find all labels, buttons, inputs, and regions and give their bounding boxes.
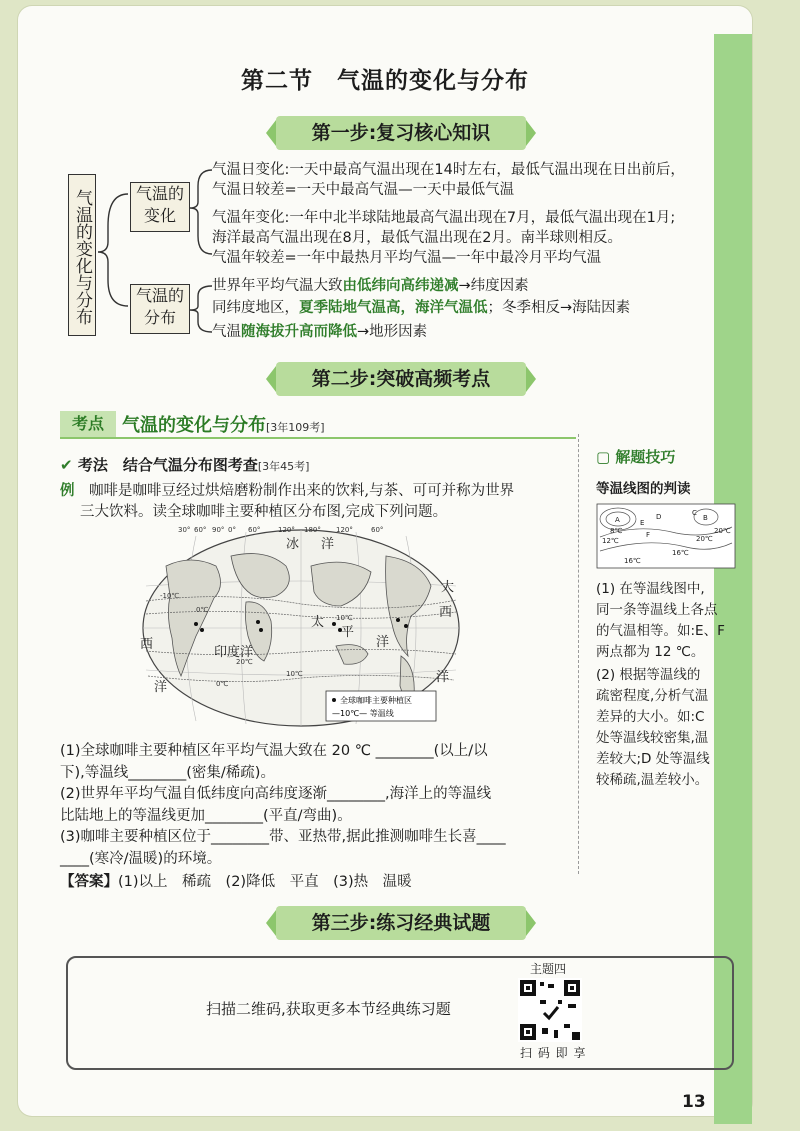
tick-6: 180°: [304, 526, 321, 534]
b1-line-3: 气温年变化:一年中北半球陆地最高气温出现在7月，最低气温出现在1月;: [212, 210, 676, 226]
mindmap-root: 气温的变化与分布: [68, 174, 96, 336]
diag-D: D: [656, 513, 662, 521]
b1-line-5: 气温年较差=一年中最热月平均气温—一年中最冷月平均气温: [212, 250, 602, 266]
diag-t4: 16℃: [672, 549, 689, 557]
step2-banner: 第二步:突破高频考点: [276, 362, 526, 396]
tick-7: 120°: [336, 526, 353, 534]
qr-topic: 主题四: [530, 962, 567, 976]
diag-C: C: [692, 509, 697, 517]
tick-8: 60°: [371, 526, 384, 534]
notebook-icon: ▢: [596, 448, 611, 466]
check-icon: ✔: [60, 456, 73, 474]
b2-line-1: 世界年平均气温大致由低纬向高纬递减→纬度因素: [212, 278, 529, 294]
diag-t2: 16℃: [624, 557, 641, 565]
tick-4: 60°: [248, 526, 261, 534]
world-coffee-map: [136, 526, 466, 731]
qr-caption: 扫 码 即 享: [520, 1046, 587, 1060]
map-label-xi2: 西: [140, 637, 154, 652]
iso-0: -10℃: [160, 592, 180, 600]
tick-0: 30°: [178, 526, 191, 534]
map-label-yang3: 洋: [436, 670, 450, 685]
diag-F: F: [646, 531, 651, 539]
diag-B: B: [703, 514, 708, 522]
iso-3: 20℃: [236, 658, 253, 666]
map-label-yang2: 洋: [376, 635, 390, 650]
b2-line-2: 同纬度地区，夏季陆地气温高，海洋气温低；冬季相反→海陆因素: [212, 300, 631, 316]
tips-title: ▢ 解题技巧: [596, 448, 676, 466]
questions: (1)全球咖啡主要种植区年平均气温大致在 20 ℃ ________(以上/以 下),等温线________(密集/稀疏)。 (2)世界年平均气温自低纬度向高纬度逐渐________,海洋上的等温线 比陆地上的等温线更加________(平直/弯曲)。 (3)咖啡主要种植区位于________带、亚热带,据此推测咖啡生长喜____ ____(寒冷/温暖)的环境。 【答案】(1)以上 稀疏 (2)降低 平直 (3)热 温暖: [60, 743, 506, 890]
map-label-yindu: 印度洋: [214, 645, 254, 660]
diag-t5: 20℃: [714, 527, 731, 535]
legend-isotherm: —10℃— 等温线: [332, 709, 394, 718]
step1-banner: 第一步:复习核心知识: [276, 116, 526, 150]
mindmap-branch-change: 气温的变化: [130, 182, 190, 232]
diag-A: A: [615, 516, 620, 524]
example-intro: 例 咖啡是咖啡豆经过烘焙磨粉制作出来的饮料,与茶、可可并称为世界 三大饮料。读全球咖啡主要种植区分布图,完成下列问题。: [60, 482, 515, 520]
tick-1: 60°: [194, 526, 207, 534]
diag-E: E: [640, 519, 645, 527]
diag-t1: 12℃: [602, 537, 619, 545]
map-label-ping: 平: [341, 625, 355, 640]
b1-line-1: 气温日变化:一天中最高气温出现在14时左右，最低气温出现在日出前后，: [212, 162, 685, 178]
iso-1: 0℃: [196, 606, 209, 614]
map-label-bing: 冰: [286, 537, 300, 552]
tips-subtitle: 等温线图的判读: [596, 481, 691, 497]
page: [18, 6, 752, 1116]
b2-line-3: 气温随海拔升高而降低→地形因素: [212, 324, 428, 340]
tick-5: 120°: [278, 526, 295, 534]
tick-3: 0°: [228, 526, 236, 534]
column-divider: [578, 434, 581, 874]
step3-banner: 第三步:练习经典试题: [276, 906, 526, 940]
b1-line-2: 气温日较差=一天中最高气温—一天中最低气温: [212, 182, 515, 198]
diag-t3: 20℃: [696, 535, 713, 543]
tips-panel: [596, 446, 741, 791]
qr-panel: [66, 956, 734, 1070]
kaodian-rule: [60, 437, 576, 439]
isotherm-diagram: [596, 503, 736, 569]
qr-text: 扫描二维码,获取更多本节经典练习题: [206, 1000, 451, 1018]
page-number: 13: [682, 1092, 706, 1112]
mindmap-branch-distribution: 气温的分布: [130, 284, 190, 334]
map-label-yang: 洋: [321, 537, 335, 552]
b1-line-4: 海洋最高气温出现在8月，最低气温出现在2月。南半球则相反。: [212, 230, 622, 246]
iso-4: 0℃: [216, 680, 229, 688]
tips-point-2: (2) 根据等温线的 疏密程度,分析气温 差异的大小。如:C 处等温线较密集,温 差较大;D 处等温线 较稀疏,温差较小。: [596, 667, 710, 788]
diag-t6: 8℃: [610, 527, 623, 535]
map-label-yang4: 洋: [154, 680, 168, 695]
section-title: 第二节 气温的变化与分布: [241, 68, 529, 94]
root-brace: [94, 166, 134, 341]
kaodian-title: 气温的变化与分布[3年109考]: [122, 415, 325, 436]
tick-2: 90°: [212, 526, 225, 534]
kaofa-row: ✔ 考法 结合气温分布图考查[3年45考]: [60, 456, 310, 474]
iso-2: 10℃: [336, 614, 353, 622]
kaodian-tag: 考点: [60, 411, 116, 437]
map-label-xi: 西: [439, 605, 453, 620]
map-label-tai: 太: [311, 615, 325, 630]
iso-5: 10℃: [286, 670, 303, 678]
qr-code-icon[interactable]: [518, 978, 582, 1042]
tips-point-1: (1) 在等温线图中, 同一条等温线上各点 的气温相等。如:E、F 两点都为 12 ℃。: [596, 581, 725, 660]
map-label-da: 大: [441, 580, 455, 595]
legend-coffee: 全球咖啡主要种植区: [340, 696, 412, 705]
